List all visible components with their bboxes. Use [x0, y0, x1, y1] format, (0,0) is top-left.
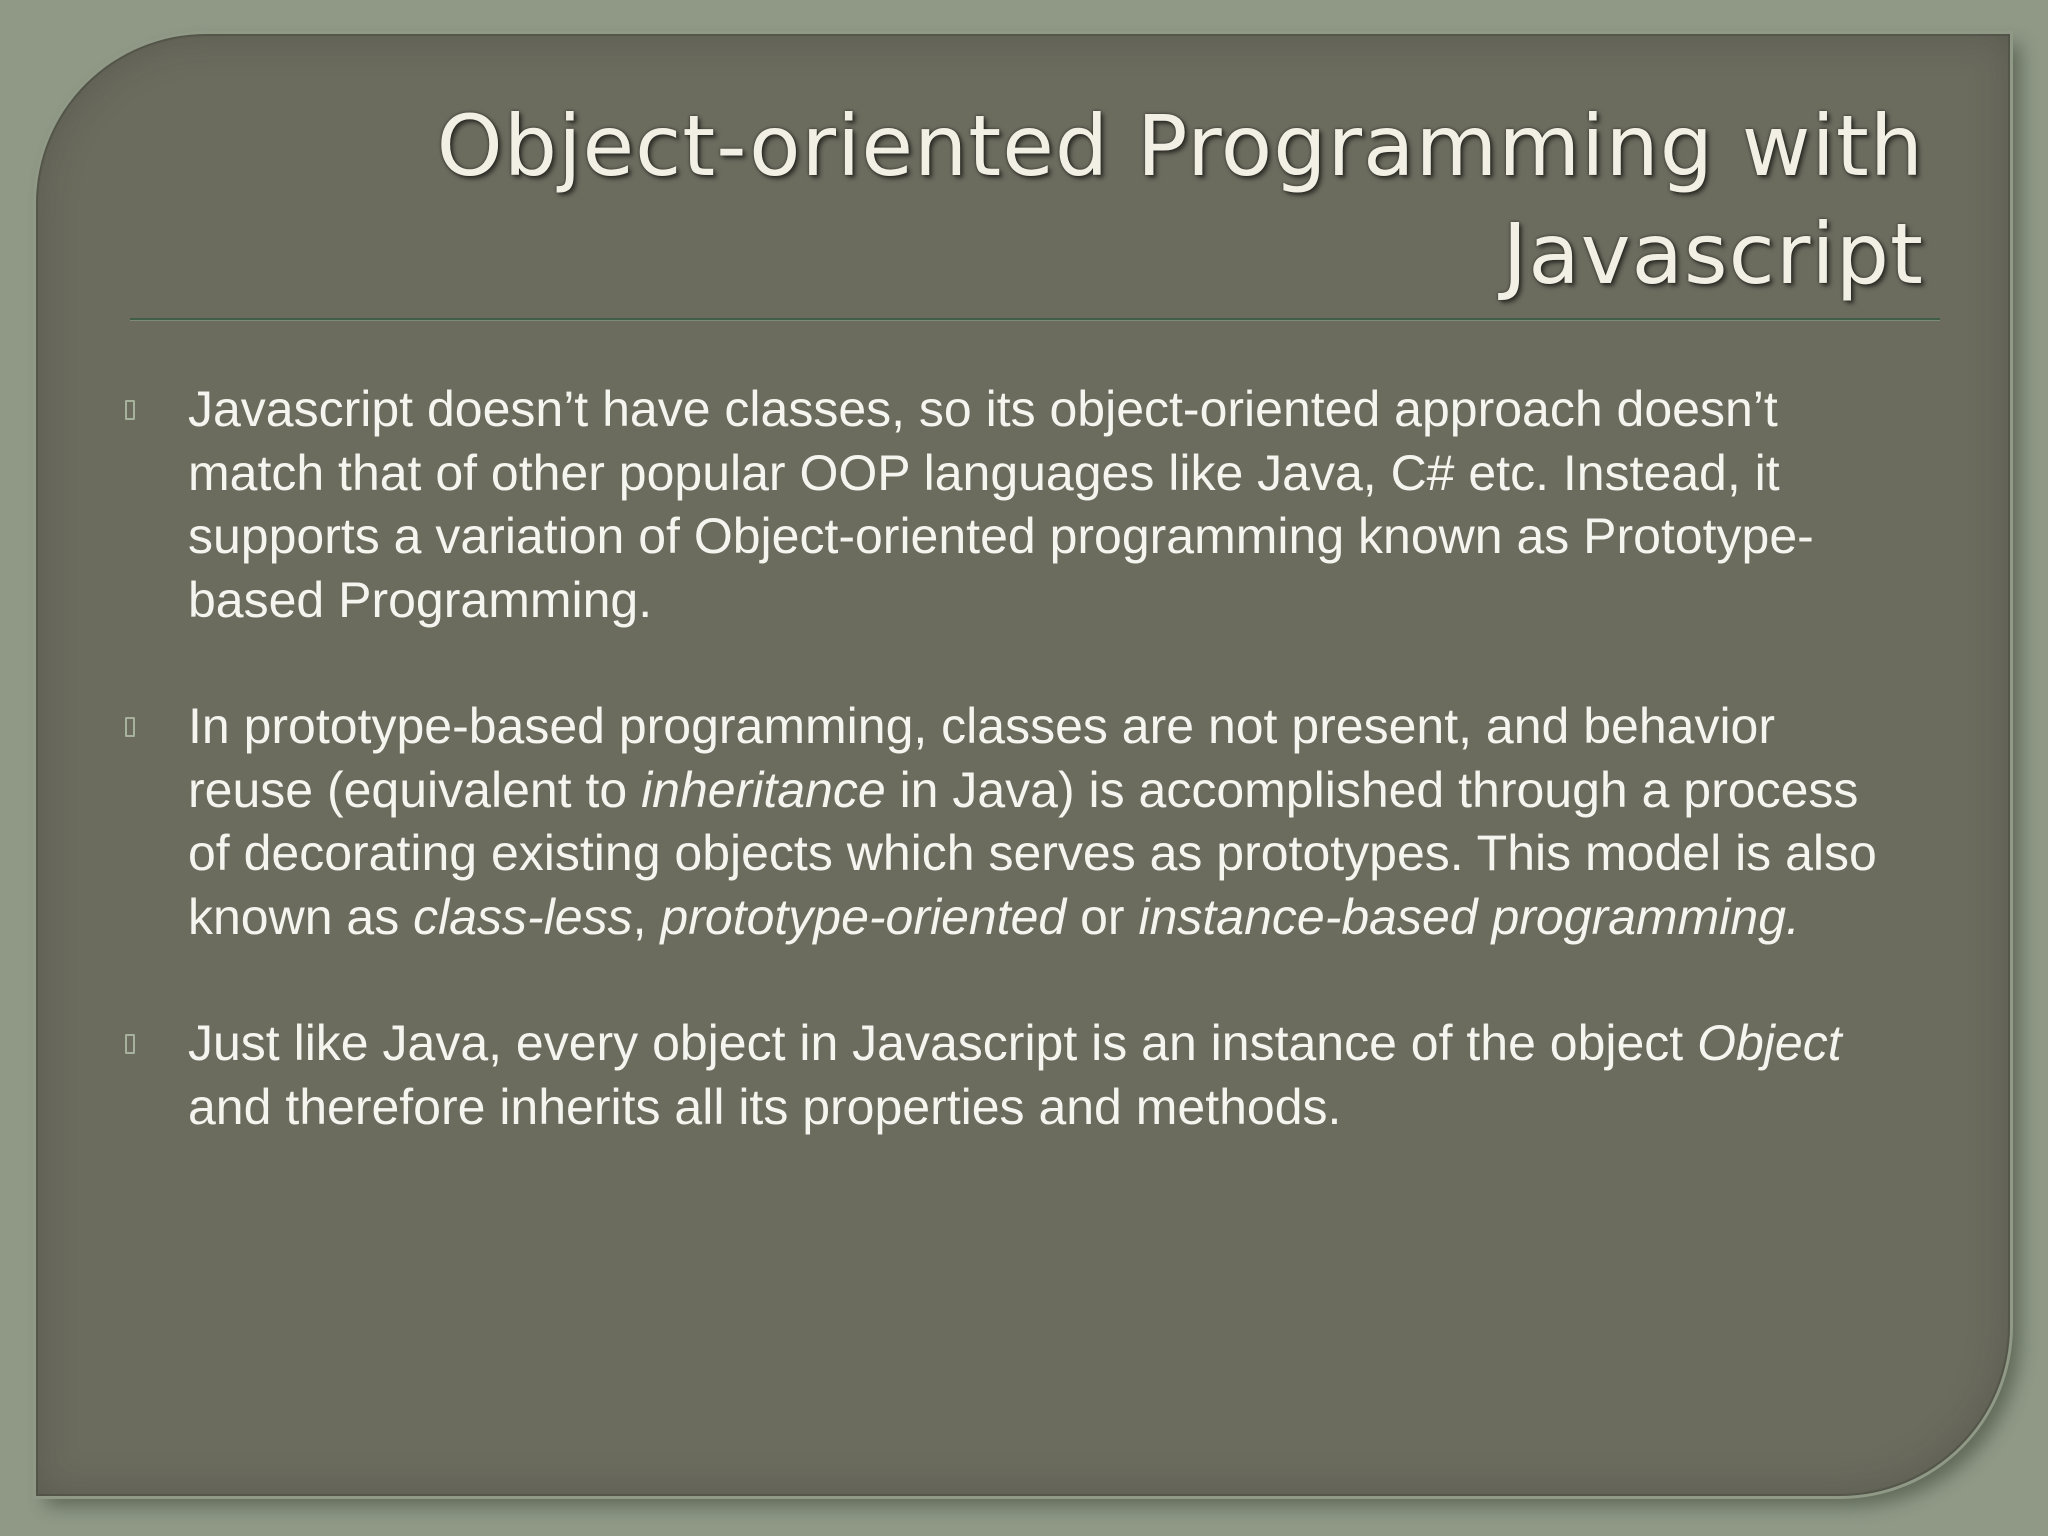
- slide-title: [324, 92, 1924, 308]
- bullet-list: [122, 378, 1902, 1139]
- slide-title-line-2: Javascript: [1502, 205, 1924, 303]
- bullet-2-term-class-less: class-less: [413, 888, 633, 945]
- bullet-2-text-part-3: ,: [632, 888, 661, 945]
- title-divider: [130, 318, 1940, 321]
- bullet-2-text-part-1: In prototype-based programming, classes are not present, and behavior reuse (equivalent to: [188, 698, 1776, 818]
- bullet-item-3: [122, 1012, 1902, 1139]
- bullet-2-text-part-4: or: [1066, 888, 1139, 945]
- bullet-square-icon: [125, 717, 135, 737]
- bullet-square-icon: [125, 400, 135, 420]
- bullet-3-text-part-2: and therefore inherits all its properties and methods.: [188, 1078, 1342, 1135]
- bullet-item-2: [122, 695, 1902, 949]
- bullet-1-text: Javascript doesn’t have classes, so its object-oriented approach doesn’t match that of other popular OOP languages like Java, C# etc. Instead, it supports a variation of Object-oriented programming known as Prototype-based Programming.: [188, 381, 1814, 628]
- slide-title-line-1: Object-oriented Programming with: [436, 97, 1924, 195]
- bullet-3-term-object: Object: [1697, 1015, 1842, 1071]
- bullet-2-term-inheritance: inheritance: [641, 761, 886, 818]
- bullet-2-term-instance-based: instance-based programming.: [1138, 888, 1800, 945]
- bullet-square-icon: [125, 1034, 135, 1054]
- bullet-3-text-part-1: Just like Java, every object in Javascript is an instance of the object: [188, 1015, 1698, 1071]
- bullet-item-1: [122, 378, 1902, 632]
- bullet-2-text-part-2: in Java) is accomplished through a process of decorating existing objects which serves as prototypes. This model is also known as: [188, 761, 1877, 945]
- bullet-2-term-prototype-oriented: prototype-oriented: [660, 888, 1067, 945]
